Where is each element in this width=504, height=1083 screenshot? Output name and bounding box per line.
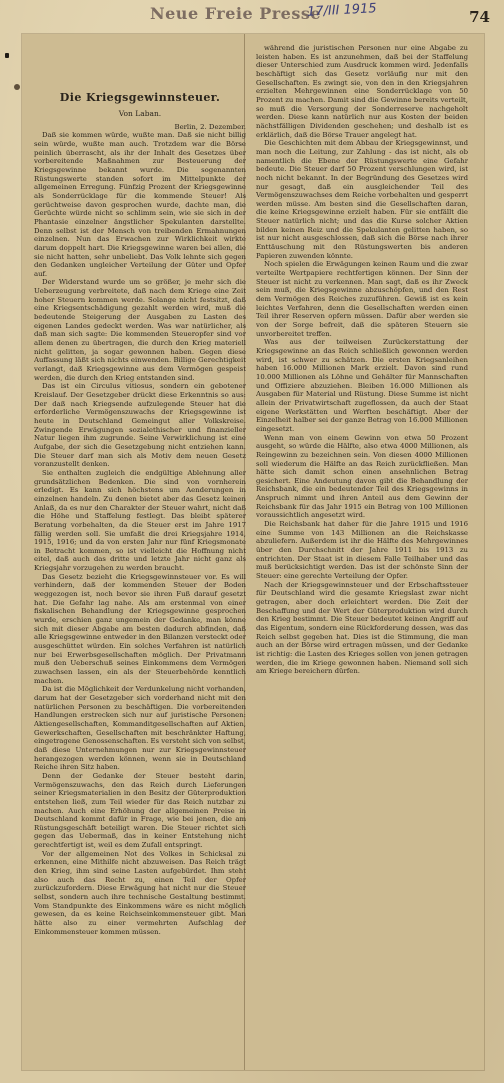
paragraph: Der Widerstand wurde um so größer, je mehr sich die Ueberzeugung verbreitete, daß nach dem Kriege eine Zeit hoher Steuern kommen werde. Solange nicht festsitzt, daß eine Kriegsentschädigung gezahlt werden wird, muß die bedeutende Steigerung der Ausgaben zu Lasten des eigenen Landes gedeckt werden. Was war natürlicher, als daß man sich sagte: Die kommenden Steueropfer sind vor allem denen zu übertragen, die durch den Krieg materiell nicht gelitten, ja sogar gewonnen haben. Gegen diese Auffassung läßt sich nichts einwenden. Billige Gerechtigkeit verlangt, daß Kriegsgewinne aus dem Vermögen gespeist werden, die durch den Krieg entstanden sind. xyxy=(34,278,246,382)
paragraph: Da ist die Möglichkeit der Verdunkelung nicht vorhanden, darum hat der Gesetzgeber sich vorderhand nicht mit den natürlichen Personen zu beschäftigen. Die vorbereitenden Handlungen erstrecken sich nur auf juristische Personen: Aktiengesellschaften, Kommanditgesellschaften auf Aktien, Gewerkschaften, Gesellschaften mit beschränkter Haftung, eingetragene Genossenschaften. Es versteht sich von selbst, daß diese Unternehmungen nur zur Kriegsgewinnsteuer herangezogen werden können, wenn sie in Deutschland Reiche ihren Sitz haben. xyxy=(34,685,246,772)
article-byline: Von Laban. xyxy=(118,109,162,118)
paragraph: Daß sie kommen würde, wußte man. Daß sie nicht billig sein würde, wußte man auch. Trotzdem war die Börse peinlich überrascht, als ihr der Inhalt des Gesetzes über vorbereitende Maßnahmen zur Besteuerung der Kriegsgewinne bekannt wurde. Die sogenannten Rüstungswerte standen sofort im Mittelpunkte der allgemeinen Erregung. Fünfzig Prozent der Kriegsgewinne als Sonderrücklage für die kommende Steuer! Als gerüchtweise davon gesprochen wurde, dachte man, die Gerüchte würde nicht so schlimm sein, wie sie sich in der Phantasie einzelner ängstlicher Spekulanten darstellte. Denn selbst ist der Mensch von treibenden Ermahnungen einzelnen. Nun das Erwachen zur Wirklichkeit wirkte darum doppelt hart. Die Kriegsgewinne waren bei allen, die sie nicht hatten, sehr unbeliebt. Das Volk lehnte sich gegen den Gedanken ungleicher Verteilung der Güter und Opfer auf. xyxy=(34,131,246,278)
article-title: Die Kriegsgewinnsteuer. xyxy=(59,91,221,104)
paragraph: Das ist ein Circulus vitiosus, sondern ein gebotener Kreislauf. Der Gesetzgeber drückt diese Erkenntnis so aus: Der daß nach Kriegsende aufzulegende Steuer hat die erforderliche Vermögenszuwachs der Kriegsgewinne ist heute in Deutschland Gemeingut aller Volkskreise. Zwingende Erwägungen sozialethischer und finanzieller Natur liegen ihm zugrunde. Seine Verwirklichung ist eine Aufgabe, der sich die Gesetzgebung nicht entziehen kann. Die Steuer darf man sich als Motiv dem neuen Gesetz voranzustellt denken. xyxy=(34,382,246,469)
paragraph: Das Gesetz bezieht die Kriegsgewinnsteuer vor. Es will verhindern, daß der kommenden Steuer der Boden weggezogen ist, noch bevor sie ihren Fuß darauf gesetzt hat. Die Gefahr lag nahe. Als am erstenmal von einer fiskalischen Behandlung der Kriegsgewinne gesprochen wurde, erschien ganz ungemein der Gedanke, man könne sich mit dieser Abgabe am besten dadurch abfinden, daß alle Kriegsgewinne entweder in den Bilanzen versteckt oder ausgeschüttet würden. Ein solches Verfahren ist natürlich nur bei Erwerbsgesellschaften möglich. Der Privatmann muß den Ueberschuß seines Einkommens dem Vermögen zuwachsen lassen, ein als der Steuerbehörde kenntlich machen. xyxy=(34,572,246,685)
ink-dot-icon xyxy=(14,84,20,90)
paragraph: Die Reichsbank hat daher für die Jahre 1915 und 1916 eine Summe von 143 Millionen an die Reichskasse abzuliefern. Außerdem ist ihr die Hälfte des Mehrgewinnes über den Durchschnitt der Jahre 1911 bis 1913 zu entrichten. Der Staat ist in diesem Falle Teilhaber und das muß berücksichtigt werden. Das ist der schönste Sinn der Steuer: eine gerechte Verteilung der Opfer. xyxy=(256,520,468,581)
paragraph: Die Geschichten mit dem Abbau der Kriegsgewinnst, und man noch die Leitung, zur Zahlung - das ist nicht, als ob namentlich die Ebene der Rüstungswerte eine Gefahr bedeute. Die Steuer darf 50 Prozent verschlungen wird, ist noch nicht bekannt. In der Begründung des Gesetzes wird nur gesagt, daß ein ausgleichender Teil des Vermögenszuwachses dem Reiche vorbehalten und gesperrt werden müsse. Am besten sind die Gesellschaften daran, die keine Kriegsgewinne erzielt haben. Für sie entfällt die Steuer natürlich nicht; und das die Kurse solcher Aktien bilden keinen Reiz und die Spekulanten gelitten haben, so ist nur nicht ausgeschlossen, daß sich die Börse nach ihrer Enttäuschung mit den Rüstungswerten bis anderen Papieren zuwenden könnte. xyxy=(256,139,468,260)
paragraph: während die juristischen Personen nur eine Abgabe zu leisten haben. Es ist anzunehmen, daß bei der Staffelung dieser Unterschied zum Ausdruck kommen wird. Jedenfalls beschäftigt sich das Gesetz vorläufig nur mit den Gesellschaften. Es zwingt sie, von den in den Kriegsjahren erzielten Mehrgewinnen eine Sonderrücklage von 50 Prozent zu machen. Damit sind die Gewinne bereits verteilt, so muß die Versorgung der Sonderreserve nachgeholt werden. Diese kann natürlich nur aus Kosten der beiden nächstfälligen Dividenden geschehen; und deshalb ist es erklärlich, daß die Börse Trauer angelegt hat. xyxy=(256,44,468,139)
paragraph: Vor der allgemeinen Not des Volkes in Schicksal zu erkennen, eine Mithilfe nicht abzuweisen. Das Reich trägt den Krieg, ihm sind seine Lasten aufgebürdet. Ihm steht also auch das Recht zu, einen Teil der Opfer zurückzufordern. Diese Erwägung hat nicht nur die Steuer selbst, sondern auch ihre technische Gestaltung bestimmt. Vom Standpunkte des Einkommens wäre es nicht möglich gewesen, da es keine Reichseinkommensteuer gibt. Man hätte also zu einer vermehrten Aufschlag der Einkommensteuer kommen müssen. xyxy=(34,849,246,936)
paragraph: Nach der Kriegsgewinnsteuer und der Erbschaftssteuer für Deutschland wird die gesamte Kriegslast zwar nicht getragen, aber doch erleichtert werden. Die Zeit der Beschaffung und der Wert der Güterproduktion wird durch den Krieg bestimmt. Die Steuer bedeutet keinen Angriff auf das Eigentum, sondern eine Rückforderung dessen, was das Reich selbst gegeben hat. Dies ist die Stimmung, die man auch an der Börse wird ertragen müssen, und der Gedanke ist richtig: die Lasten des Krieges sollen von jenen getragen werden, die im Kriege gewonnen haben. Niemand soll sich am Kriege bereichern dürfen. xyxy=(256,580,468,676)
left-column xyxy=(34,44,246,1070)
paragraph: Sie enthalten zugleich die endgültige Ablehnung aller grundsätzlichen Bedenken. Die sind von vornherein erledigt. Es kann sich höchstens um Aenderungen in einzelnen handeln. Zu denen bietet aber das Gesetz keinen Anlaß, da es nur den Charakter der Steuer wahrt, nicht daß die Höhe und Staffelung festlegt. Das bleibt späterer Beratung vorbehalten, da die Steuer erst im Jahre 1917 fällig werden soll. Sie umfaßt die drei Kriegsjahre 1914, 1915, 1916; und da von ersten Jahr nur fünf Kriegsmonate in Betracht kommen, so ist vielleicht die Hoffnung nicht eitel, daß auch das dritte und letzte Jahr nicht ganz als Kriegsjahr vorzugehen zu werden braucht. xyxy=(34,468,246,573)
margin-mark-icon xyxy=(5,53,9,58)
right-column xyxy=(256,44,468,1070)
paragraph: Was aus der teilweisen Zurückerstattung der Kriegsgewinne an das Reich schließlich gewonnen werden wird, ist schwer zu schätzen. Die ersten Kriegsanleihen haben 16.000 Millionen Mark erzielt. Davon sind rund 10.000 Millionen als Löhne und Gehälter für Mannschaften und Offiziere abzuziehen. Bleiben 16.000 Millionen als Ausgaben für Material und Rüstung. Diese Summe ist nicht allein der Privatwirtschaft zugeflossen, da auch der Staat eigene Werkstätten und Werften beschäftigt. Aber der Einzelheit halber sei der ganze Betrag von 16.000 Millionen eingesetzt. xyxy=(256,338,468,433)
masthead-title: Neue Freie Presse xyxy=(150,4,322,23)
paragraph: Denn der Gedanke der Steuer besteht darin, Vermögenszuwachs, den das Reich durch Lieferungen seiner Kriegsmaterialien in den Besitz der Güterproduktion entstehen ließ, zum Teil wieder für das Reich nutzbar zu machen. Auch eine Erhöhung der allgemeinen Preise in Deutschland kommt dafür in Frage, wie bei jenen, die am Rüstungsgeschäft beteiligt waren. Die Steuer richtet sich gegen das Uebermaß, das in keiner Entstehung nicht gerechtfertigt ist, weil es dem Zufall entspringt. xyxy=(34,771,246,850)
handwritten-date: 17/III 1915 xyxy=(306,1,377,20)
page-number: 74 xyxy=(469,8,490,26)
paragraph: Noch spielen die Erwägungen keinen Raum und die zwar verteilte Wertpapiere rechtfertigen können. Der Sinn der Steuer ist nicht zu verkennen. Man sagt, daß es ihr Zweck sein muß, die Kriegsgewinne abzuschöpfen, und den Rest dem Vermögen des Reiches zuzuführen. Gewiß ist es kein leichtes Verfahren, denn die Gesellschaften werden einen Teil ihrer Reserven opfern müssen. Dafür aber werden sie von der Sorge befreit, daß die späteren Steuern sie unvorbereitet treffen. xyxy=(256,260,468,338)
paragraph: Wenn man von einem Gewinn von etwa 50 Prozent ausgeht, so würde die Hälfte, also etwa 4000 Millionen, als Reingewinn zu bezeichnen sein. Von diesen 4000 Millionen soll wiederum die Hälfte an das Reich zurückfließen. Man hätte sich damit schon einen ansehnlichen Betrag gesichert. Eine Andeutung davon gibt die Behandlung der Reichsbank, die ein bedeutender Teil des Kriegsgewinns in Anspruch nimmt und ihren Anteil aus dem Gewinn der Reichsbank für das Jahr 1915 ein Betrag von 100 Millionen voraussichtlich angesetzt wird. xyxy=(256,433,468,520)
article-dateline: Berlin, 2. Dezember. xyxy=(174,122,246,131)
